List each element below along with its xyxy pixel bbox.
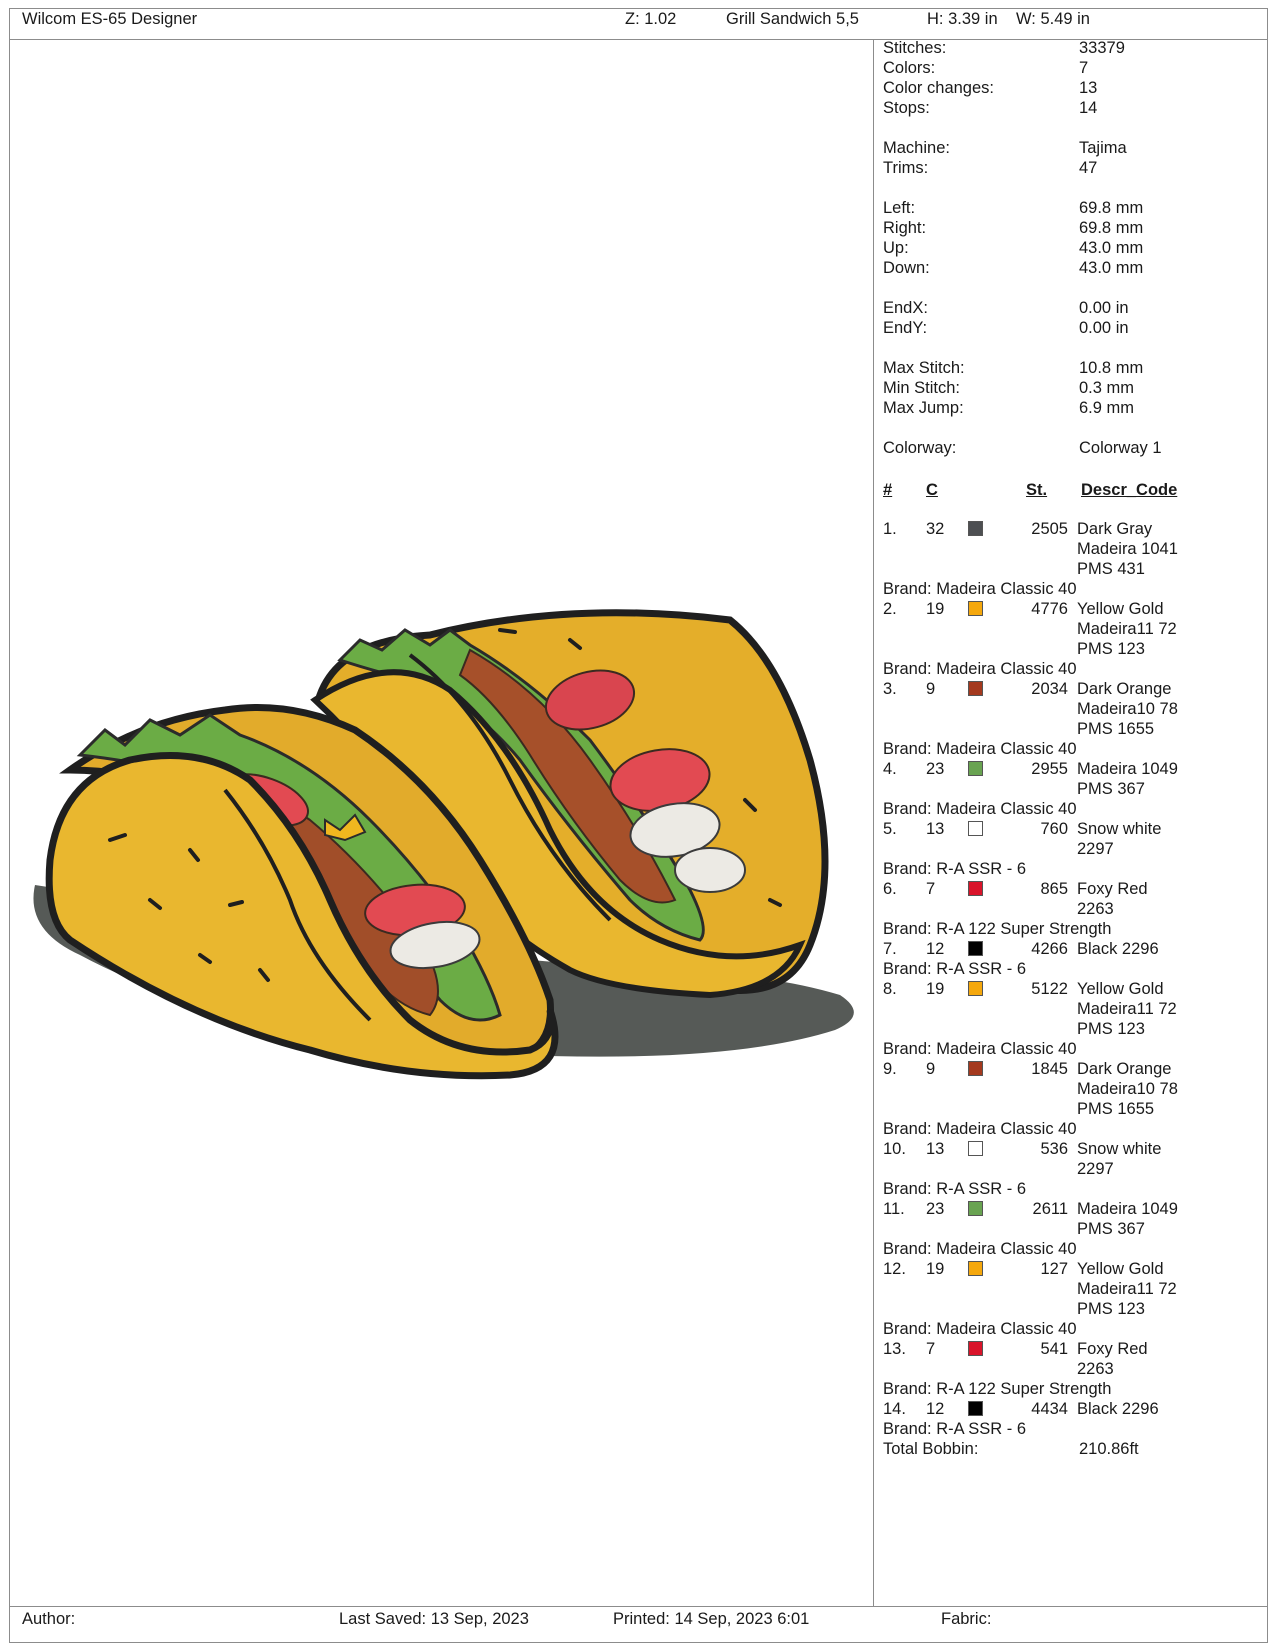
color-description-line: Dark Orange xyxy=(1077,680,1172,698)
left-label: Left: xyxy=(883,199,916,217)
color-description-line: Madeira 1041 xyxy=(1077,540,1178,558)
min-stitch-label: Min Stitch: xyxy=(883,379,961,397)
color-description-line: 2263 xyxy=(1077,1360,1114,1378)
brand-line: Brand: R-A SSR - 6 xyxy=(883,1420,1027,1438)
color-code: 23 xyxy=(926,760,945,778)
stitch-count: 2505 xyxy=(1031,520,1068,538)
color-description-line: PMS 431 xyxy=(1077,560,1145,578)
printed-date: Printed: 14 Sep, 2023 6:01 xyxy=(613,1610,810,1628)
color-description-line: PMS 367 xyxy=(1077,1220,1145,1238)
color-description-line: 2263 xyxy=(1077,900,1114,918)
stitch-count: 4434 xyxy=(1031,1400,1068,1418)
min-stitch-value: 0.3 mm xyxy=(1079,379,1135,397)
color-code: 9 xyxy=(926,1060,936,1078)
colors-label: Colors: xyxy=(883,59,936,77)
color-description-line: Foxy Red xyxy=(1077,880,1148,898)
up-value: 43.0 mm xyxy=(1079,239,1144,257)
color-code: 7 xyxy=(926,1340,936,1358)
color-code: 23 xyxy=(926,1200,945,1218)
brand-line: Brand: R-A SSR - 6 xyxy=(883,960,1027,978)
endx-label: EndX: xyxy=(883,299,928,317)
color-description-line: Madeira10 78 xyxy=(1077,1080,1178,1098)
brand-line: Brand: R-A 122 Super Strength xyxy=(883,1380,1112,1398)
color-code: 9 xyxy=(926,680,936,698)
color-changes-label: Color changes: xyxy=(883,79,994,97)
color-number: 4. xyxy=(883,760,897,778)
color-number: 10. xyxy=(883,1140,906,1158)
brand-line: Brand: Madeira Classic 40 xyxy=(883,660,1077,678)
color-code: 19 xyxy=(926,600,945,618)
endx-value: 0.00 in xyxy=(1079,299,1129,317)
color-description-line: Madeira11 72 xyxy=(1077,1280,1177,1298)
color-number: 3. xyxy=(883,680,897,698)
color-description-line: Black 2296 xyxy=(1077,940,1159,958)
column-header-stitches: St. xyxy=(1026,481,1048,499)
design-height: H: 3.39 in xyxy=(927,10,998,28)
endy-value: 0.00 in xyxy=(1079,319,1129,337)
color-number: 13. xyxy=(883,1340,906,1358)
design-name: Grill Sandwich 5,5 xyxy=(726,10,859,28)
up-label: Up: xyxy=(883,239,909,257)
max-jump-label: Max Jump: xyxy=(883,399,964,417)
brand-line: Brand: Madeira Classic 40 xyxy=(883,580,1077,598)
stitch-count: 4776 xyxy=(1031,600,1068,618)
color-description-line: PMS 123 xyxy=(1077,640,1145,658)
color-number: 11. xyxy=(883,1200,905,1218)
machine-value: Tajima xyxy=(1079,139,1127,157)
brand-line: Brand: Madeira Classic 40 xyxy=(883,1240,1077,1258)
trims-label: Trims: xyxy=(883,159,929,177)
brand-line: Brand: Madeira Classic 40 xyxy=(883,1320,1077,1338)
color-description-line: 2297 xyxy=(1077,840,1114,858)
color-description-line: Madeira10 78 xyxy=(1077,700,1178,718)
color-description-line: PMS 123 xyxy=(1077,1300,1145,1318)
color-code: 12 xyxy=(926,940,945,958)
app-title: Wilcom ES-65 Designer xyxy=(22,10,198,28)
fabric-field: Fabric: xyxy=(941,1610,992,1628)
design-preview xyxy=(10,40,872,1605)
stops-label: Stops: xyxy=(883,99,930,117)
color-number: 14. xyxy=(883,1400,906,1418)
color-code: 19 xyxy=(926,980,945,998)
color-description-line: Madeira11 72 xyxy=(1077,1000,1177,1018)
colors-value: 7 xyxy=(1079,59,1089,77)
color-description-line: Dark Gray xyxy=(1077,520,1153,538)
brand-line: Brand: R-A SSR - 6 xyxy=(883,1180,1027,1198)
stops-value: 14 xyxy=(1079,99,1098,117)
color-number: 7. xyxy=(883,940,897,958)
brand-line: Brand: Madeira Classic 40 xyxy=(883,1120,1077,1138)
right-label: Right: xyxy=(883,219,927,237)
machine-label: Machine: xyxy=(883,139,950,157)
stitch-count: 1845 xyxy=(1031,1060,1068,1078)
color-number: 8. xyxy=(883,980,897,998)
color-description-line: Yellow Gold xyxy=(1077,1260,1164,1278)
taco-embroidery-image xyxy=(10,40,872,1605)
column-header-desc: Descr_Code xyxy=(1081,481,1178,499)
stitch-count: 2034 xyxy=(1031,680,1068,698)
color-number: 5. xyxy=(883,820,897,838)
color-code: 13 xyxy=(926,1140,945,1158)
stitch-count: 2955 xyxy=(1031,760,1068,778)
design-width: W: 5.49 in xyxy=(1016,10,1090,28)
color-description-line: 2297 xyxy=(1077,1160,1114,1178)
color-description-line: Dark Orange xyxy=(1077,1060,1172,1078)
stitch-count: 5122 xyxy=(1031,980,1068,998)
panel-divider xyxy=(873,39,874,1606)
color-number: 12. xyxy=(883,1260,906,1278)
color-description-line: Madeira11 72 xyxy=(1077,620,1177,638)
brand-line: Brand: Madeira Classic 40 xyxy=(883,740,1077,758)
colorway-value: Colorway 1 xyxy=(1079,439,1162,457)
footer-divider xyxy=(9,1606,1268,1607)
column-header-code: C xyxy=(926,481,938,499)
color-code: 19 xyxy=(926,1260,945,1278)
color-description-line: Black 2296 xyxy=(1077,1400,1159,1418)
author-field: Author: xyxy=(22,1610,76,1628)
max-jump-value: 6.9 mm xyxy=(1079,399,1135,417)
left-value: 69.8 mm xyxy=(1079,199,1144,217)
color-description-line: Foxy Red xyxy=(1077,1340,1148,1358)
color-code: 32 xyxy=(926,520,945,538)
color-code: 13 xyxy=(926,820,945,838)
stitches-value: 33379 xyxy=(1079,39,1125,57)
color-description-line: PMS 1655 xyxy=(1077,720,1155,738)
brand-line: Brand: R-A 122 Super Strength xyxy=(883,920,1112,938)
max-stitch-label: Max Stitch: xyxy=(883,359,965,377)
stitch-count: 2611 xyxy=(1032,1200,1068,1218)
color-description-line: PMS 367 xyxy=(1077,780,1145,798)
stitch-count: 4266 xyxy=(1031,940,1068,958)
color-changes-value: 13 xyxy=(1079,79,1098,97)
trims-value: 47 xyxy=(1079,159,1098,177)
color-description-line: Yellow Gold xyxy=(1077,980,1164,998)
color-description-line: Yellow Gold xyxy=(1077,600,1164,618)
brand-line: Brand: Madeira Classic 40 xyxy=(883,800,1077,818)
color-description-line: Madeira 1049 xyxy=(1077,1200,1178,1218)
colorway-label: Colorway: xyxy=(883,439,957,457)
color-number: 1. xyxy=(883,520,897,538)
stitches-label: Stitches: xyxy=(883,39,947,57)
color-code: 12 xyxy=(926,1400,945,1418)
zoom-level: Z: 1.02 xyxy=(625,10,677,28)
down-value: 43.0 mm xyxy=(1079,259,1144,277)
color-number: 6. xyxy=(883,880,897,898)
color-number: 9. xyxy=(883,1060,897,1078)
brand-line: Brand: Madeira Classic 40 xyxy=(883,1040,1077,1058)
color-description-line: Snow white xyxy=(1077,820,1162,838)
color-description-line: PMS 1655 xyxy=(1077,1100,1155,1118)
color-description-line: Snow white xyxy=(1077,1140,1162,1158)
column-header-num: # xyxy=(883,481,893,499)
max-stitch-value: 10.8 mm xyxy=(1079,359,1144,377)
last-saved: Last Saved: 13 Sep, 2023 xyxy=(339,1610,529,1628)
total-bobbin-label: Total Bobbin: xyxy=(883,1440,979,1458)
down-label: Down: xyxy=(883,259,930,277)
stitch-count: 127 xyxy=(1040,1260,1068,1278)
color-description-line: PMS 123 xyxy=(1077,1020,1145,1038)
stitch-count: 536 xyxy=(1040,1140,1068,1158)
stitch-count: 760 xyxy=(1040,820,1068,838)
brand-line: Brand: R-A SSR - 6 xyxy=(883,860,1027,878)
color-number: 2. xyxy=(883,600,897,618)
stitch-count: 541 xyxy=(1040,1340,1068,1358)
right-value: 69.8 mm xyxy=(1079,219,1144,237)
total-bobbin-value: 210.86ft xyxy=(1079,1440,1139,1458)
stitch-count: 865 xyxy=(1040,880,1068,898)
color-code: 7 xyxy=(926,880,936,898)
endy-label: EndY: xyxy=(883,319,928,337)
color-description-line: Madeira 1049 xyxy=(1077,760,1178,778)
